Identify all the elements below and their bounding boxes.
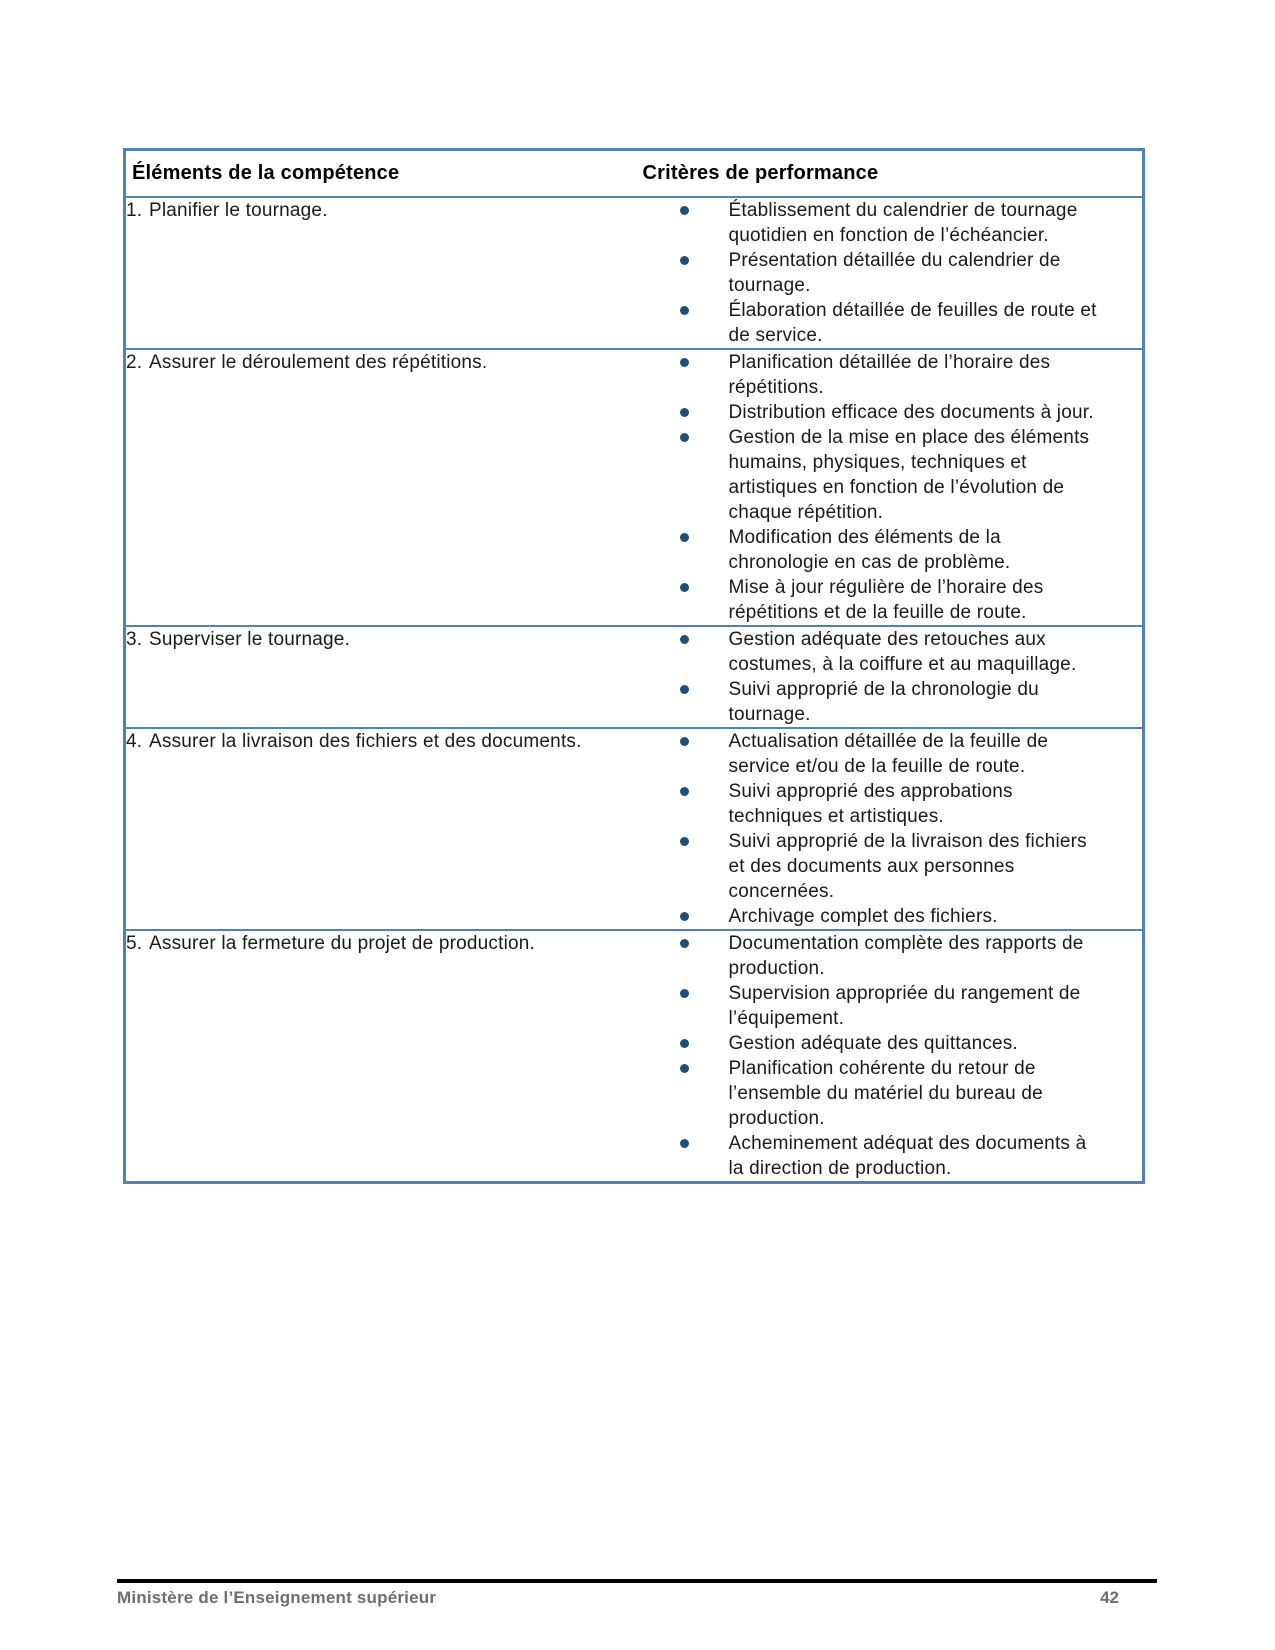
criteria-text: Actualisation détaillée de la feuille de service et/ou de la feuille de route.	[728, 731, 1049, 777]
criteria-text: Planification détaillée de l’horaire des répétitions.	[728, 352, 1051, 398]
header-criteria: Critères de performance	[637, 150, 1144, 198]
element-number: 4.	[126, 731, 143, 752]
bullet-icon	[680, 912, 689, 921]
bullet-icon	[680, 737, 689, 746]
criteria-item	[637, 677, 1143, 727]
table-row	[125, 930, 1144, 1183]
bullet-icon	[680, 787, 689, 796]
criteria-text: Mise à jour régulière de l’horaire des répétitions et de la feuille de route.	[728, 577, 1044, 623]
element-text: Assurer la fermeture du projet de production.	[149, 933, 536, 954]
bullet-icon	[680, 256, 689, 265]
page-footer	[117, 1579, 1157, 1608]
bullet-icon	[680, 306, 689, 315]
criteria-item	[637, 1056, 1143, 1131]
element-cell	[125, 728, 637, 930]
criteria-item	[637, 904, 1143, 929]
criteria-list	[637, 350, 1143, 625]
criteria-text: Supervision appropriée du rangement de l’équipement.	[728, 983, 1081, 1029]
criteria-text: Élaboration détaillée de feuilles de route et de service.	[728, 300, 1097, 346]
criteria-text: Documentation complète des rapports de production.	[728, 933, 1084, 979]
criteria-item	[637, 198, 1143, 248]
element-cell	[125, 349, 637, 626]
criteria-text: Planification cohérente du retour de l’ensemble du matériel du bureau de production.	[728, 1058, 1043, 1129]
bullet-icon	[680, 1139, 689, 1148]
bullet-icon	[680, 1064, 689, 1073]
header-row	[125, 150, 1144, 198]
criteria-list	[637, 627, 1143, 727]
table-row	[125, 728, 1144, 930]
table-header	[125, 150, 1144, 198]
bullet-icon	[680, 358, 689, 367]
table-row	[125, 349, 1144, 626]
criteria-item	[637, 779, 1143, 829]
bullet-icon	[680, 408, 689, 417]
element-number: 1.	[126, 200, 143, 221]
header-elements: Éléments de la compétence	[125, 150, 637, 198]
table-row	[125, 626, 1144, 728]
criteria-item	[637, 248, 1143, 298]
element-item	[126, 729, 599, 754]
bullet-icon	[680, 1039, 689, 1048]
element-item	[126, 931, 599, 956]
element-item	[126, 627, 599, 652]
criteria-item	[637, 981, 1143, 1031]
criteria-item	[637, 729, 1143, 779]
criteria-text: Suivi approprié de la livraison des fichiers et des documents aux personnes concernées.	[728, 831, 1087, 902]
criteria-cell	[637, 930, 1144, 1183]
criteria-item	[637, 1131, 1143, 1181]
bullet-icon	[680, 206, 689, 215]
criteria-list	[637, 198, 1143, 348]
criteria-text: Gestion adéquate des retouches aux costumes, à la coiffure et au maquillage.	[728, 629, 1077, 675]
element-item	[126, 198, 599, 223]
element-cell	[125, 197, 637, 349]
criteria-item	[637, 931, 1143, 981]
bullet-icon	[680, 533, 689, 542]
bullet-icon	[680, 583, 689, 592]
criteria-cell	[637, 197, 1144, 349]
bullet-icon	[680, 989, 689, 998]
criteria-item	[637, 1031, 1143, 1056]
table-row	[125, 197, 1144, 349]
criteria-text: Distribution efficace des documents à jour.	[728, 402, 1094, 423]
criteria-item	[637, 350, 1143, 400]
criteria-cell	[637, 349, 1144, 626]
criteria-text: Acheminement adéquat des documents à la direction de production.	[728, 1133, 1087, 1179]
criteria-item	[637, 829, 1143, 904]
element-cell	[125, 930, 637, 1183]
criteria-item	[637, 425, 1143, 525]
criteria-item	[637, 627, 1143, 677]
footer-row	[117, 1583, 1157, 1608]
bullet-icon	[680, 837, 689, 846]
element-item	[126, 350, 599, 375]
criteria-item	[637, 400, 1143, 425]
criteria-cell	[637, 728, 1144, 930]
criteria-item	[637, 298, 1143, 348]
criteria-text: Modification des éléments de la chronologie en cas de problème.	[728, 527, 1011, 573]
element-text: Planifier le tournage.	[149, 200, 328, 221]
criteria-item	[637, 575, 1143, 625]
element-text: Superviser le tournage.	[149, 629, 351, 650]
element-text: Assurer la livraison des fichiers et des documents.	[149, 731, 582, 752]
competence-table	[123, 148, 1145, 1184]
criteria-list	[637, 931, 1143, 1181]
footer-page-number: 42	[1100, 1588, 1119, 1607]
criteria-text: Établissement du calendrier de tournage quotidien en fonction de l’échéancier.	[728, 200, 1078, 246]
table-body	[125, 197, 1144, 1183]
element-number: 2.	[126, 352, 143, 373]
bullet-icon	[680, 685, 689, 694]
criteria-list	[637, 729, 1143, 929]
criteria-text: Archivage complet des fichiers.	[728, 906, 998, 927]
criteria-item	[637, 525, 1143, 575]
element-cell	[125, 626, 637, 728]
element-number: 5.	[126, 933, 143, 954]
criteria-text: Gestion de la mise en place des éléments humains, physiques, techniques et artistiques en fonction de l’évolution de chaque répétition.	[728, 427, 1090, 523]
criteria-text: Suivi approprié des approbations techniques et artistiques.	[728, 781, 1013, 827]
bullet-icon	[680, 939, 689, 948]
criteria-cell	[637, 626, 1144, 728]
element-text: Assurer le déroulement des répétitions.	[149, 352, 488, 373]
criteria-text: Suivi approprié de la chronologie du tournage.	[728, 679, 1039, 725]
criteria-text: Présentation détaillée du calendrier de tournage.	[728, 250, 1061, 296]
footer-ministry-label: Ministère de l’Enseignement supérieur	[117, 1588, 437, 1607]
element-number: 3.	[126, 629, 143, 650]
criteria-text: Gestion adéquate des quittances.	[728, 1033, 1018, 1054]
bullet-icon	[680, 635, 689, 644]
bullet-icon	[680, 433, 689, 442]
